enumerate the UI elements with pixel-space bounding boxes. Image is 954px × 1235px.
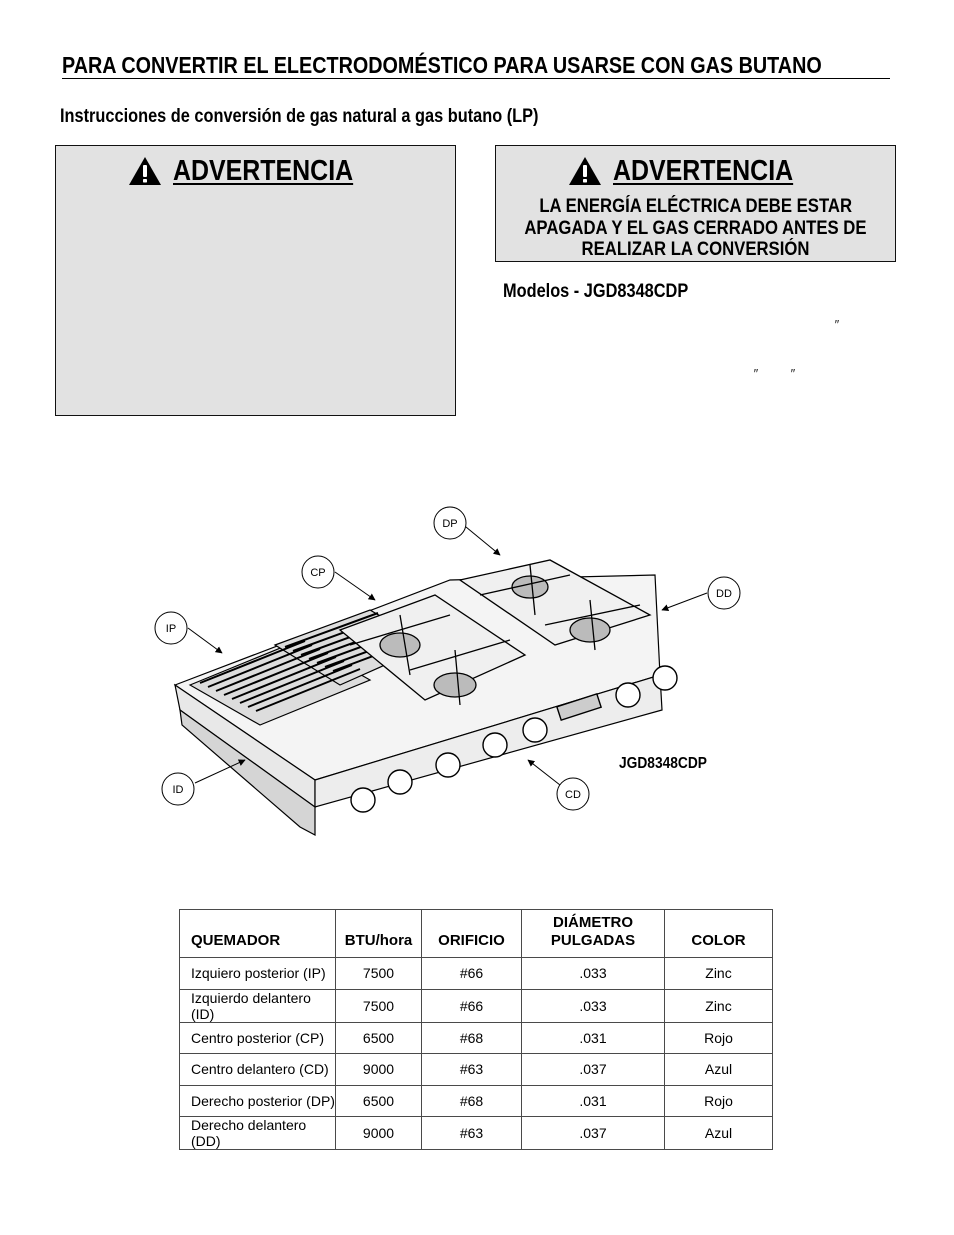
warning-line-1: LA ENERGÍA ELÉCTRICA DEBE ESTAR	[539, 196, 852, 217]
warning-header-left	[56, 146, 455, 194]
cell-burner: Izquierdo delantero (ID)	[180, 989, 336, 1022]
page-subtitle	[60, 106, 616, 128]
table-row	[180, 1085, 773, 1117]
cell-diameter: .037	[522, 1117, 665, 1150]
callout-id: ID	[172, 784, 184, 796]
cell-orifice: #63	[422, 1054, 522, 1086]
table-row	[180, 1117, 773, 1150]
warning-line-2: APAGADA Y EL GAS CERRADO ANTES DE	[524, 217, 867, 239]
warning-title-right: ADVERTENCIA	[613, 154, 794, 187]
cell-btu: 7500	[336, 958, 422, 990]
cell-orifice: #63	[422, 1117, 522, 1150]
diagram-caption-text: JGD8348CDP	[619, 755, 707, 772]
models-label	[503, 281, 718, 303]
cell-burner: Izquiero posterior (IP)	[180, 958, 336, 990]
cell-btu: 6500	[336, 1022, 422, 1054]
table-row	[180, 958, 773, 990]
cell-orifice: #66	[422, 958, 522, 990]
cell-btu: 6500	[336, 1085, 422, 1117]
warning-box-right	[495, 145, 896, 262]
header-color: COLOR	[665, 910, 773, 958]
table-row	[180, 1022, 773, 1054]
cell-burner: Centro posterior (CP)	[180, 1022, 336, 1054]
header-orificio: ORIFICIO	[422, 910, 522, 958]
burner-spec-table	[179, 909, 773, 1150]
callout-cp: CP	[310, 567, 326, 579]
cell-color: Zinc	[665, 989, 773, 1022]
inch-mark: ″	[753, 366, 758, 381]
warning-header-right	[496, 146, 895, 194]
cell-btu: 7500	[336, 989, 422, 1022]
inch-mark: ″	[834, 317, 839, 332]
page-subtitle-text: Instrucciones de conversión de gas natural a gas butano (LP)	[60, 106, 539, 127]
header-diametro-line2: PULGADAS	[550, 932, 636, 949]
header-quemador: QUEMADOR	[180, 910, 336, 958]
diagram-caption	[619, 754, 721, 774]
cell-burner: Centro delantero (CD)	[180, 1054, 336, 1086]
header-btu: BTU/hora	[336, 910, 422, 958]
page-title-text: PARA CONVERTIR EL ELECTRODOMÉSTICO PARA USARSE CON GAS BUTANO	[62, 52, 822, 78]
header-diametro-line1: DIÁMETRO	[553, 914, 633, 931]
cooktop-diagram	[150, 505, 730, 850]
callout-cd: CD	[565, 789, 581, 801]
cell-color: Rojo	[665, 1085, 773, 1117]
cell-orifice: #66	[422, 989, 522, 1022]
cell-orifice: #68	[422, 1085, 522, 1117]
cell-diameter: .033	[522, 958, 665, 990]
cell-burner: Derecho delantero (DD)	[180, 1117, 336, 1150]
warning-title-left: ADVERTENCIA	[173, 154, 354, 187]
cell-btu: 9000	[336, 1054, 422, 1086]
cell-btu: 9000	[336, 1117, 422, 1150]
cell-orifice: #68	[422, 1022, 522, 1054]
cell-color: Rojo	[665, 1022, 773, 1054]
callout-dp: DP	[442, 518, 458, 530]
cell-diameter: .031	[522, 1022, 665, 1054]
warning-triangle-icon	[128, 156, 162, 186]
page-title	[62, 52, 890, 79]
warning-box-left	[55, 145, 456, 416]
warning-message	[496, 196, 895, 261]
header-diametro	[522, 910, 665, 958]
cell-diameter: .033	[522, 989, 665, 1022]
models-label-text: Modelos - JGD8348CDP	[503, 281, 689, 302]
table-row	[180, 1054, 773, 1086]
cell-color: Azul	[665, 1117, 773, 1150]
warning-line-3: REALIZAR LA CONVERSIÓN	[581, 239, 810, 260]
cell-color: Azul	[665, 1054, 773, 1086]
cell-color: Zinc	[665, 958, 773, 990]
cell-burner: Derecho posterior (DP)	[180, 1085, 336, 1117]
inch-mark: ″	[790, 366, 795, 381]
callout-ip: IP	[165, 623, 177, 635]
callout-dd: DD	[716, 588, 732, 600]
warning-triangle-icon	[568, 156, 602, 186]
cell-diameter: .031	[522, 1085, 665, 1117]
table-header-row	[180, 910, 773, 958]
cell-diameter: .037	[522, 1054, 665, 1086]
table-row	[180, 989, 773, 1022]
